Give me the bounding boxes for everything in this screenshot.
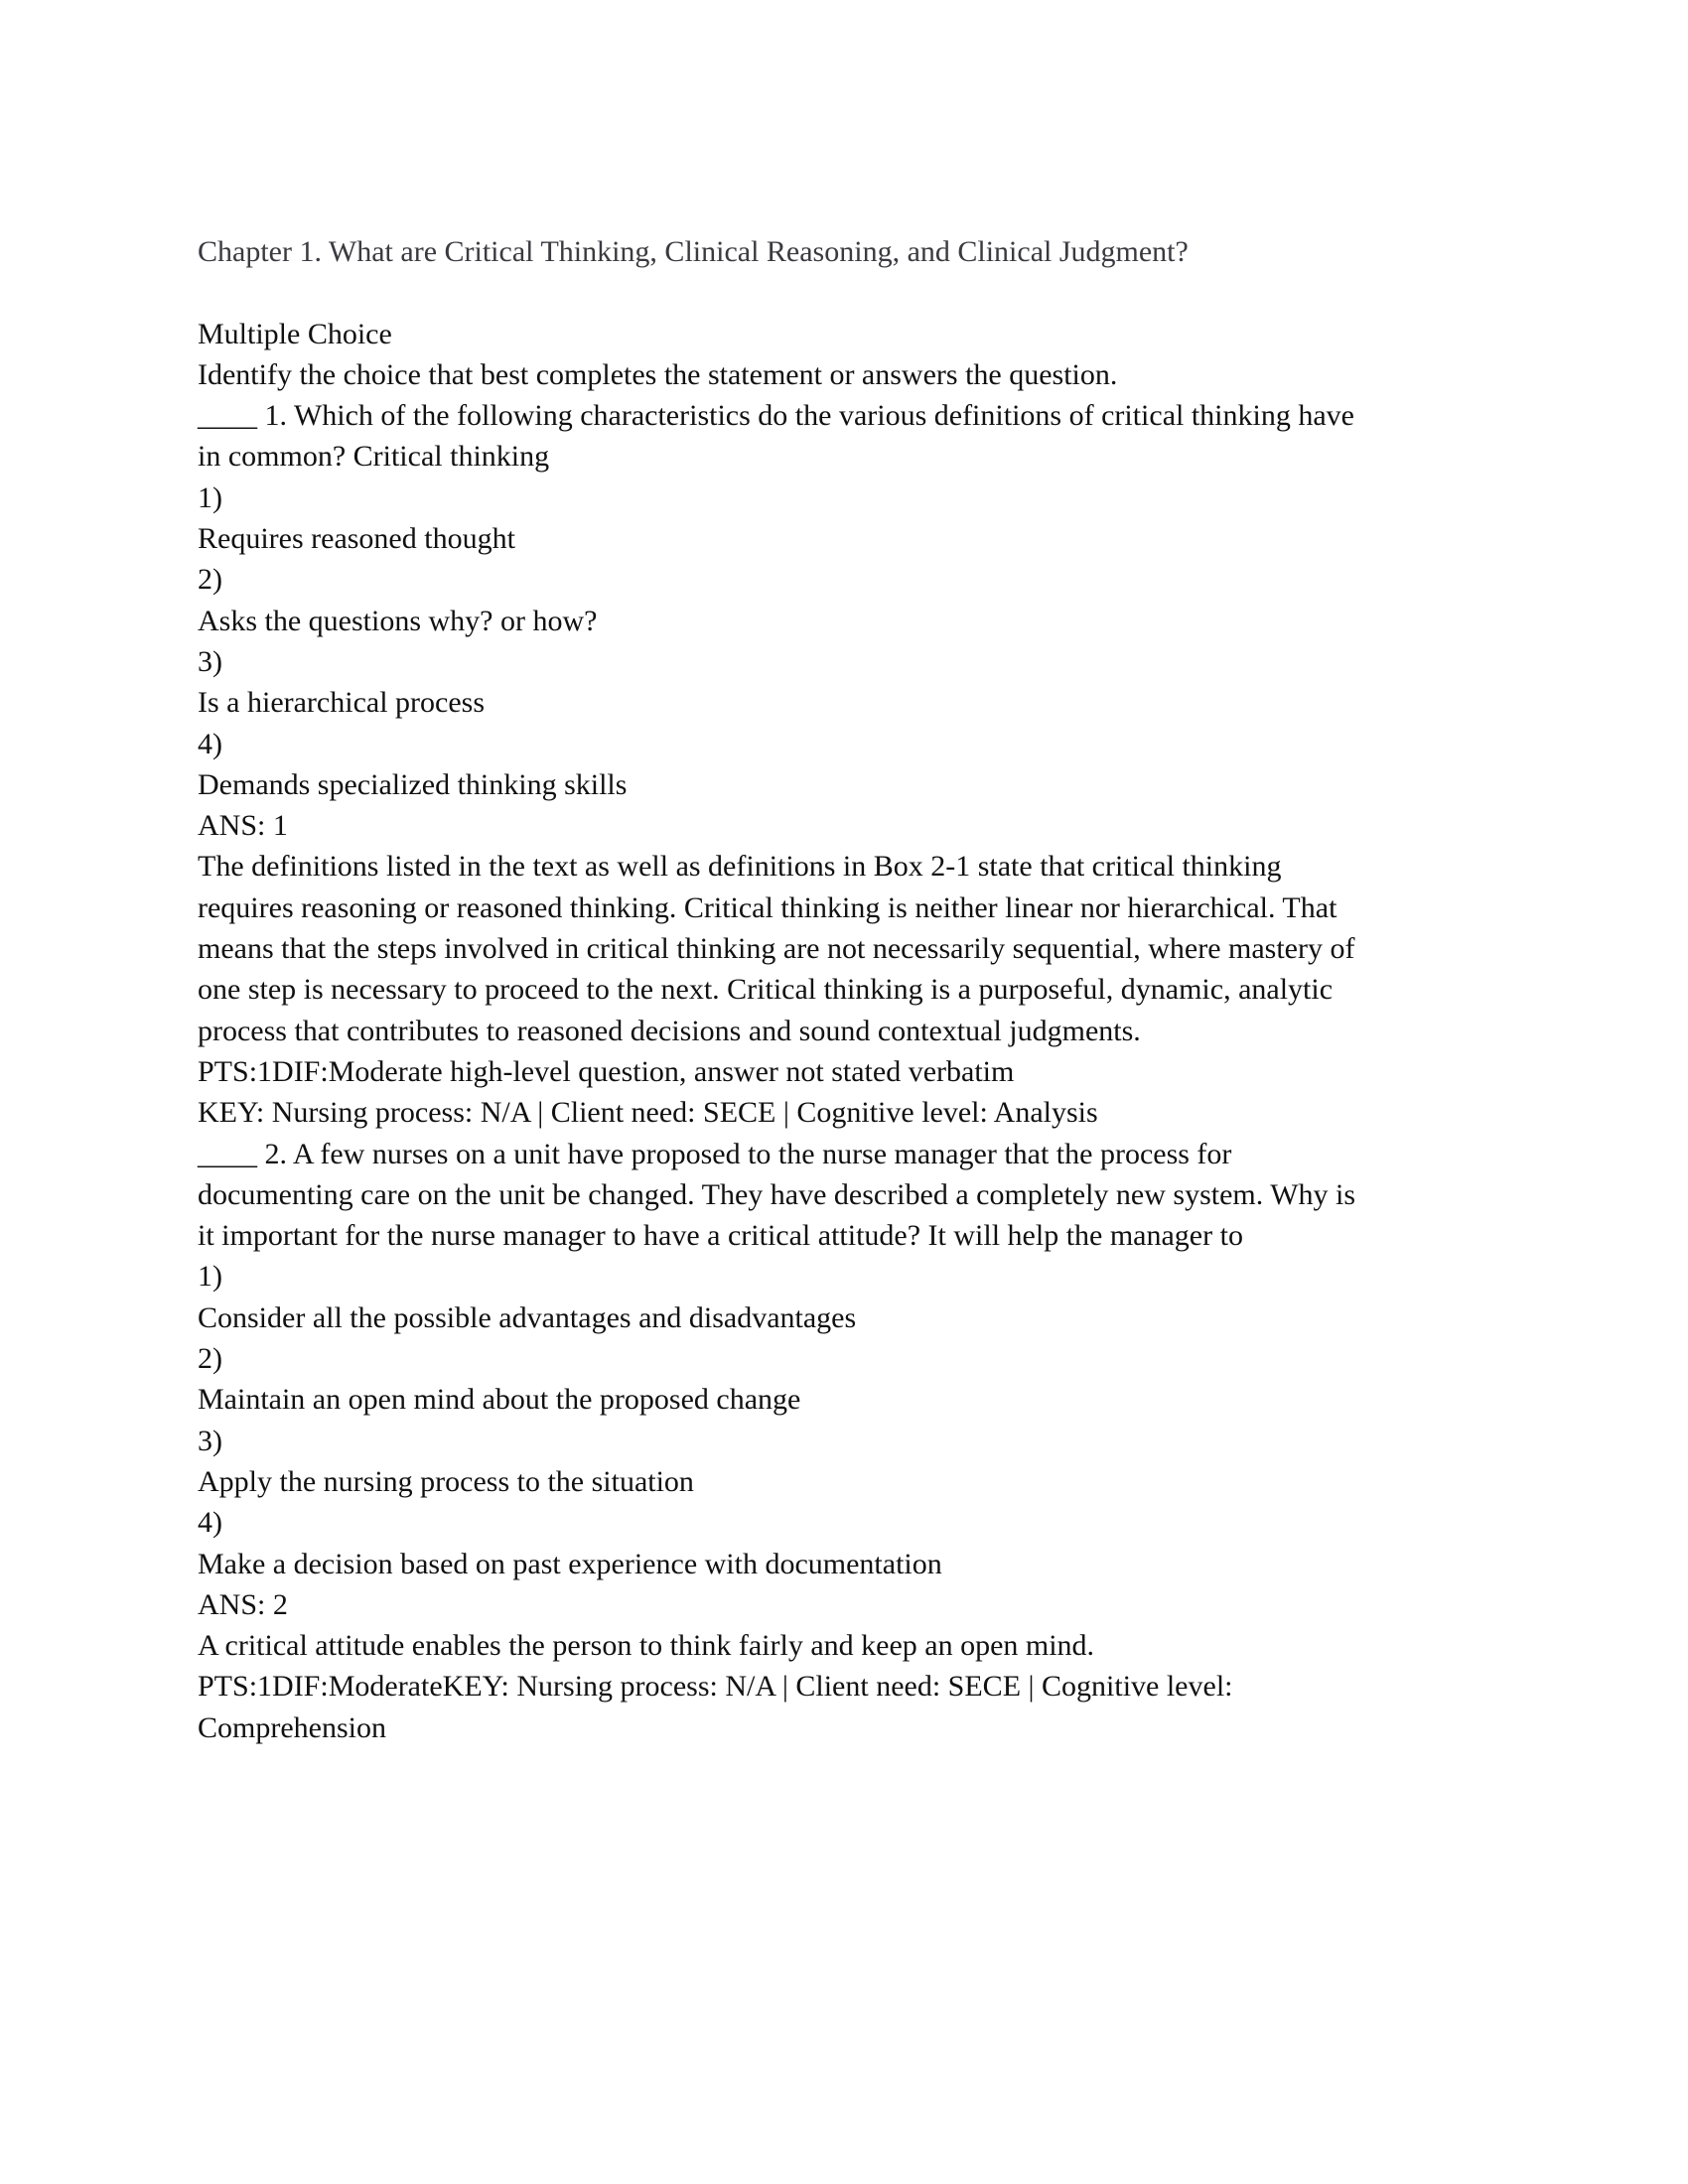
text-line: 1) <box>198 1260 222 1294</box>
text-line: PTS:1DIF:ModerateKEY: Nursing process: N/A | Client need: SECE | Cognitive level: <box>198 1670 1233 1704</box>
text-line: in common? Critical thinking <box>198 440 550 474</box>
text-line: 4) <box>198 727 222 760</box>
text-line: Demands specialized thinking skills <box>198 767 628 801</box>
text-line: process that contributes to reasoned decisions and sound contextual judgments. <box>198 1014 1141 1047</box>
text-line: Asks the questions why? or how? <box>198 604 598 637</box>
text-line: Is a hierarchical process <box>198 686 486 720</box>
text-line: PTS:1DIF:Moderate high-level question, answer not stated verbatim <box>198 1054 1015 1088</box>
chapter-title: Chapter 1. What are Critical Thinking, Clinical Reasoning, and Clinical Judgment? <box>198 235 1189 268</box>
text-line: Maintain an open mind about the proposed change <box>198 1383 801 1417</box>
text-line: KEY: Nursing process: N/A | Client need: SECE | Cognitive level: Analysis <box>198 1096 1098 1130</box>
text-line: Make a decision based on past experience with documentation <box>198 1547 942 1580</box>
text-line: one step is necessary to proceed to the next. Critical thinking is a purposeful, dynamic, analytic <box>198 973 1334 1007</box>
text-line: 3) <box>198 1424 222 1457</box>
text-line: ____ 2. A few nurses on a unit have proposed to the nurse manager that the process for <box>198 1137 1232 1170</box>
text-line: 2) <box>198 1342 222 1376</box>
text-line: 2) <box>198 563 222 597</box>
document-page <box>198 231 1355 1748</box>
text-line: requires reasoning or reasoned thinking. Critical thinking is neither linear nor hierarchical. That <box>198 890 1337 924</box>
text-line: documenting care on the unit be changed. They have described a completely new system. Why is <box>198 1177 1356 1211</box>
text-line: it important for the nurse manager to have a critical attitude? It will help the manager to <box>198 1219 1243 1253</box>
text-line: A critical attitude enables the person to think fairly and keep an open mind. <box>198 1629 1095 1663</box>
text-line: means that the steps involved in critical thinking are not necessarily sequential, where mastery of <box>198 932 1355 966</box>
text-line: Requires reasoned thought <box>198 522 515 556</box>
text-line: 1) <box>198 480 222 514</box>
text-line: ANS: 2 <box>198 1587 288 1621</box>
text-line: 3) <box>198 644 222 678</box>
text-line: 4) <box>198 1506 222 1540</box>
spacer <box>198 272 1355 313</box>
text-line: Multiple Choice <box>198 317 392 350</box>
text-line: Consider all the possible advantages and disadvantages <box>198 1300 857 1334</box>
text-line: Identify the choice that best completes the statement or answers the question. <box>198 357 1118 391</box>
text-line: Comprehension <box>198 1710 386 1744</box>
text-line: Apply the nursing process to the situation <box>198 1464 694 1498</box>
text-line: ____ 1. Which of the following characteristics do the various definitions of critical thinking have <box>198 399 1354 433</box>
text-line: The definitions listed in the text as well as definitions in Box 2-1 state that critical thinking <box>198 850 1282 884</box>
text-line: ANS: 1 <box>198 809 288 843</box>
document-body <box>198 314 1355 1748</box>
